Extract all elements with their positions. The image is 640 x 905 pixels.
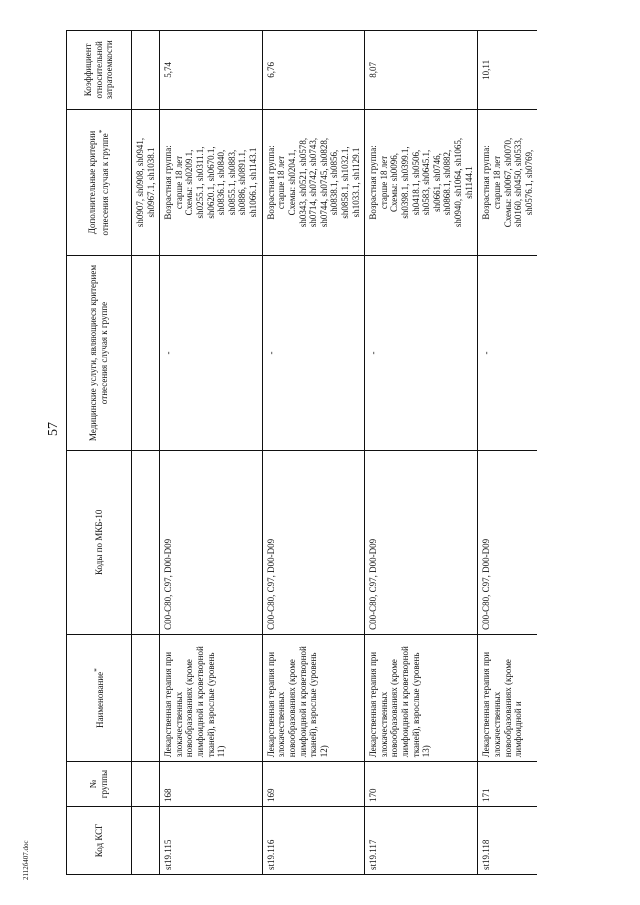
cell-code: st19.116 <box>262 806 364 874</box>
ksg-table <box>66 30 537 875</box>
cell-mkb: C00-C80, C97, D00-D09 <box>365 450 478 634</box>
table-row <box>160 31 262 875</box>
cell-coefficient: 6,76 <box>262 31 364 110</box>
header-criteria-mark: * <box>97 129 106 134</box>
continuation-cell-empty <box>132 31 160 110</box>
table-row <box>478 31 538 875</box>
header-name-mark: * <box>91 668 101 672</box>
cell-code: st19.115 <box>160 806 262 874</box>
header-code: Код КСГ <box>67 806 132 874</box>
continuation-cell-empty <box>132 634 160 761</box>
continuation-cell-empty <box>132 806 160 874</box>
cell-coefficient: 8,07 <box>365 31 478 110</box>
footer-filename: 2112б407.doc <box>22 840 30 880</box>
header-group-number: № группы <box>67 762 132 807</box>
cell-group-number: 168 <box>160 762 262 807</box>
cell-group-number: 169 <box>262 762 364 807</box>
header-criteria <box>67 109 132 256</box>
cell-criteria: Возрастная группа: старше 18 лет Схемы: sh0096, sh0398.1, sh0399.1, sh0418.1, sh0506, sh0583, sh0645.1, sh0661, sh0746, sh0868.1, sh0882, sh0940, sh1064, sh1065, sh1144.1 <box>365 109 478 256</box>
cell-criteria: Возрастная группа: старше 18 лет Схемы: sh0067, sh0070, sh0160, sh0450, sh0533, sh0576.1, sh0769, <box>478 109 538 256</box>
cell-criteria: Возрастная группа: старше 18 лет Схемы: sh0204.1, sh0343, sh0521, sh0578, sh0714, sh0742, sh0743, sh0744, sh0745, sh0828, sh0838.1, sh0856, sh0858.1, sh1032.1, sh1033.1, sh1129.1 <box>262 109 364 256</box>
cell-criteria: Возрастная группа: старше 18 лет Схемы: sh0209.1, sh0255.1, sh0311.1, sh0620.1, sh0670.1, sh0836.1, sh0840, sh0855.1, sh0883, sh0886, sh0891.1, sh1066.1, sh1143.1 <box>160 109 262 256</box>
cell-name: Лекарственная терапия при злокачественных новообразованиях (кроме лимфоидной и кроветворной тканей), взрослые (уровень 12) <box>262 634 364 761</box>
table-row <box>262 31 364 875</box>
table-body <box>132 31 538 875</box>
header-row <box>67 31 132 875</box>
continuation-row <box>132 31 160 875</box>
continuation-cell-empty <box>132 256 160 451</box>
cell-code: st19.118 <box>478 806 538 874</box>
cell-group-number: 171 <box>478 762 538 807</box>
continuation-criteria: sh0907, sh0908, sh0941, sh0967.1, sh1038.1 <box>132 109 160 256</box>
continuation-cell-empty <box>132 762 160 807</box>
header-services: Медицинские услуги, являющиеся критерием отнесения случая к группе <box>67 256 132 451</box>
header-mkb: Коды по МКБ-10 <box>67 450 132 634</box>
cell-services: - <box>262 256 364 451</box>
header-name-text: Наименование <box>94 671 105 728</box>
cell-coefficient: 10,11 <box>478 31 538 110</box>
header-criteria-text: Дополнительные критерии отнесения случая к группе <box>87 130 110 236</box>
table-header <box>67 31 132 875</box>
cell-services: - <box>365 256 478 451</box>
cell-mkb: C00-C80, C97, D00-D09 <box>160 450 262 634</box>
cell-name: Лекарственная терапия при злокачественных новообразованиях (кроме лимфоидной и <box>478 634 538 761</box>
cell-coefficient: 5,74 <box>160 31 262 110</box>
cell-name: Лекарственная терапия при злокачественных новообразованиях (кроме лимфоидной и кроветворной тканей), взрослые (уровень 13) <box>365 634 478 761</box>
cell-mkb: C00-C80, C97, D00-D09 <box>262 450 364 634</box>
cell-mkb: C00-C80, C97, D00-D09 <box>478 450 538 634</box>
cell-services: - <box>160 256 262 451</box>
continuation-cell-empty <box>132 450 160 634</box>
cell-services: - <box>478 256 538 451</box>
cell-name: Лекарственная терапия при злокачественных новообразованиях (кроме лимфоидной и кроветворной тканей), взрослые (уровень 11) <box>160 634 262 761</box>
page-number: 57 <box>46 422 61 436</box>
cell-group-number: 170 <box>365 762 478 807</box>
cell-code: st19.117 <box>365 806 478 874</box>
document-table-rotated <box>66 30 632 875</box>
header-coefficient: Коэффициент относительной затратоемкости <box>67 31 132 110</box>
header-name <box>67 634 132 761</box>
table-row <box>365 31 478 875</box>
